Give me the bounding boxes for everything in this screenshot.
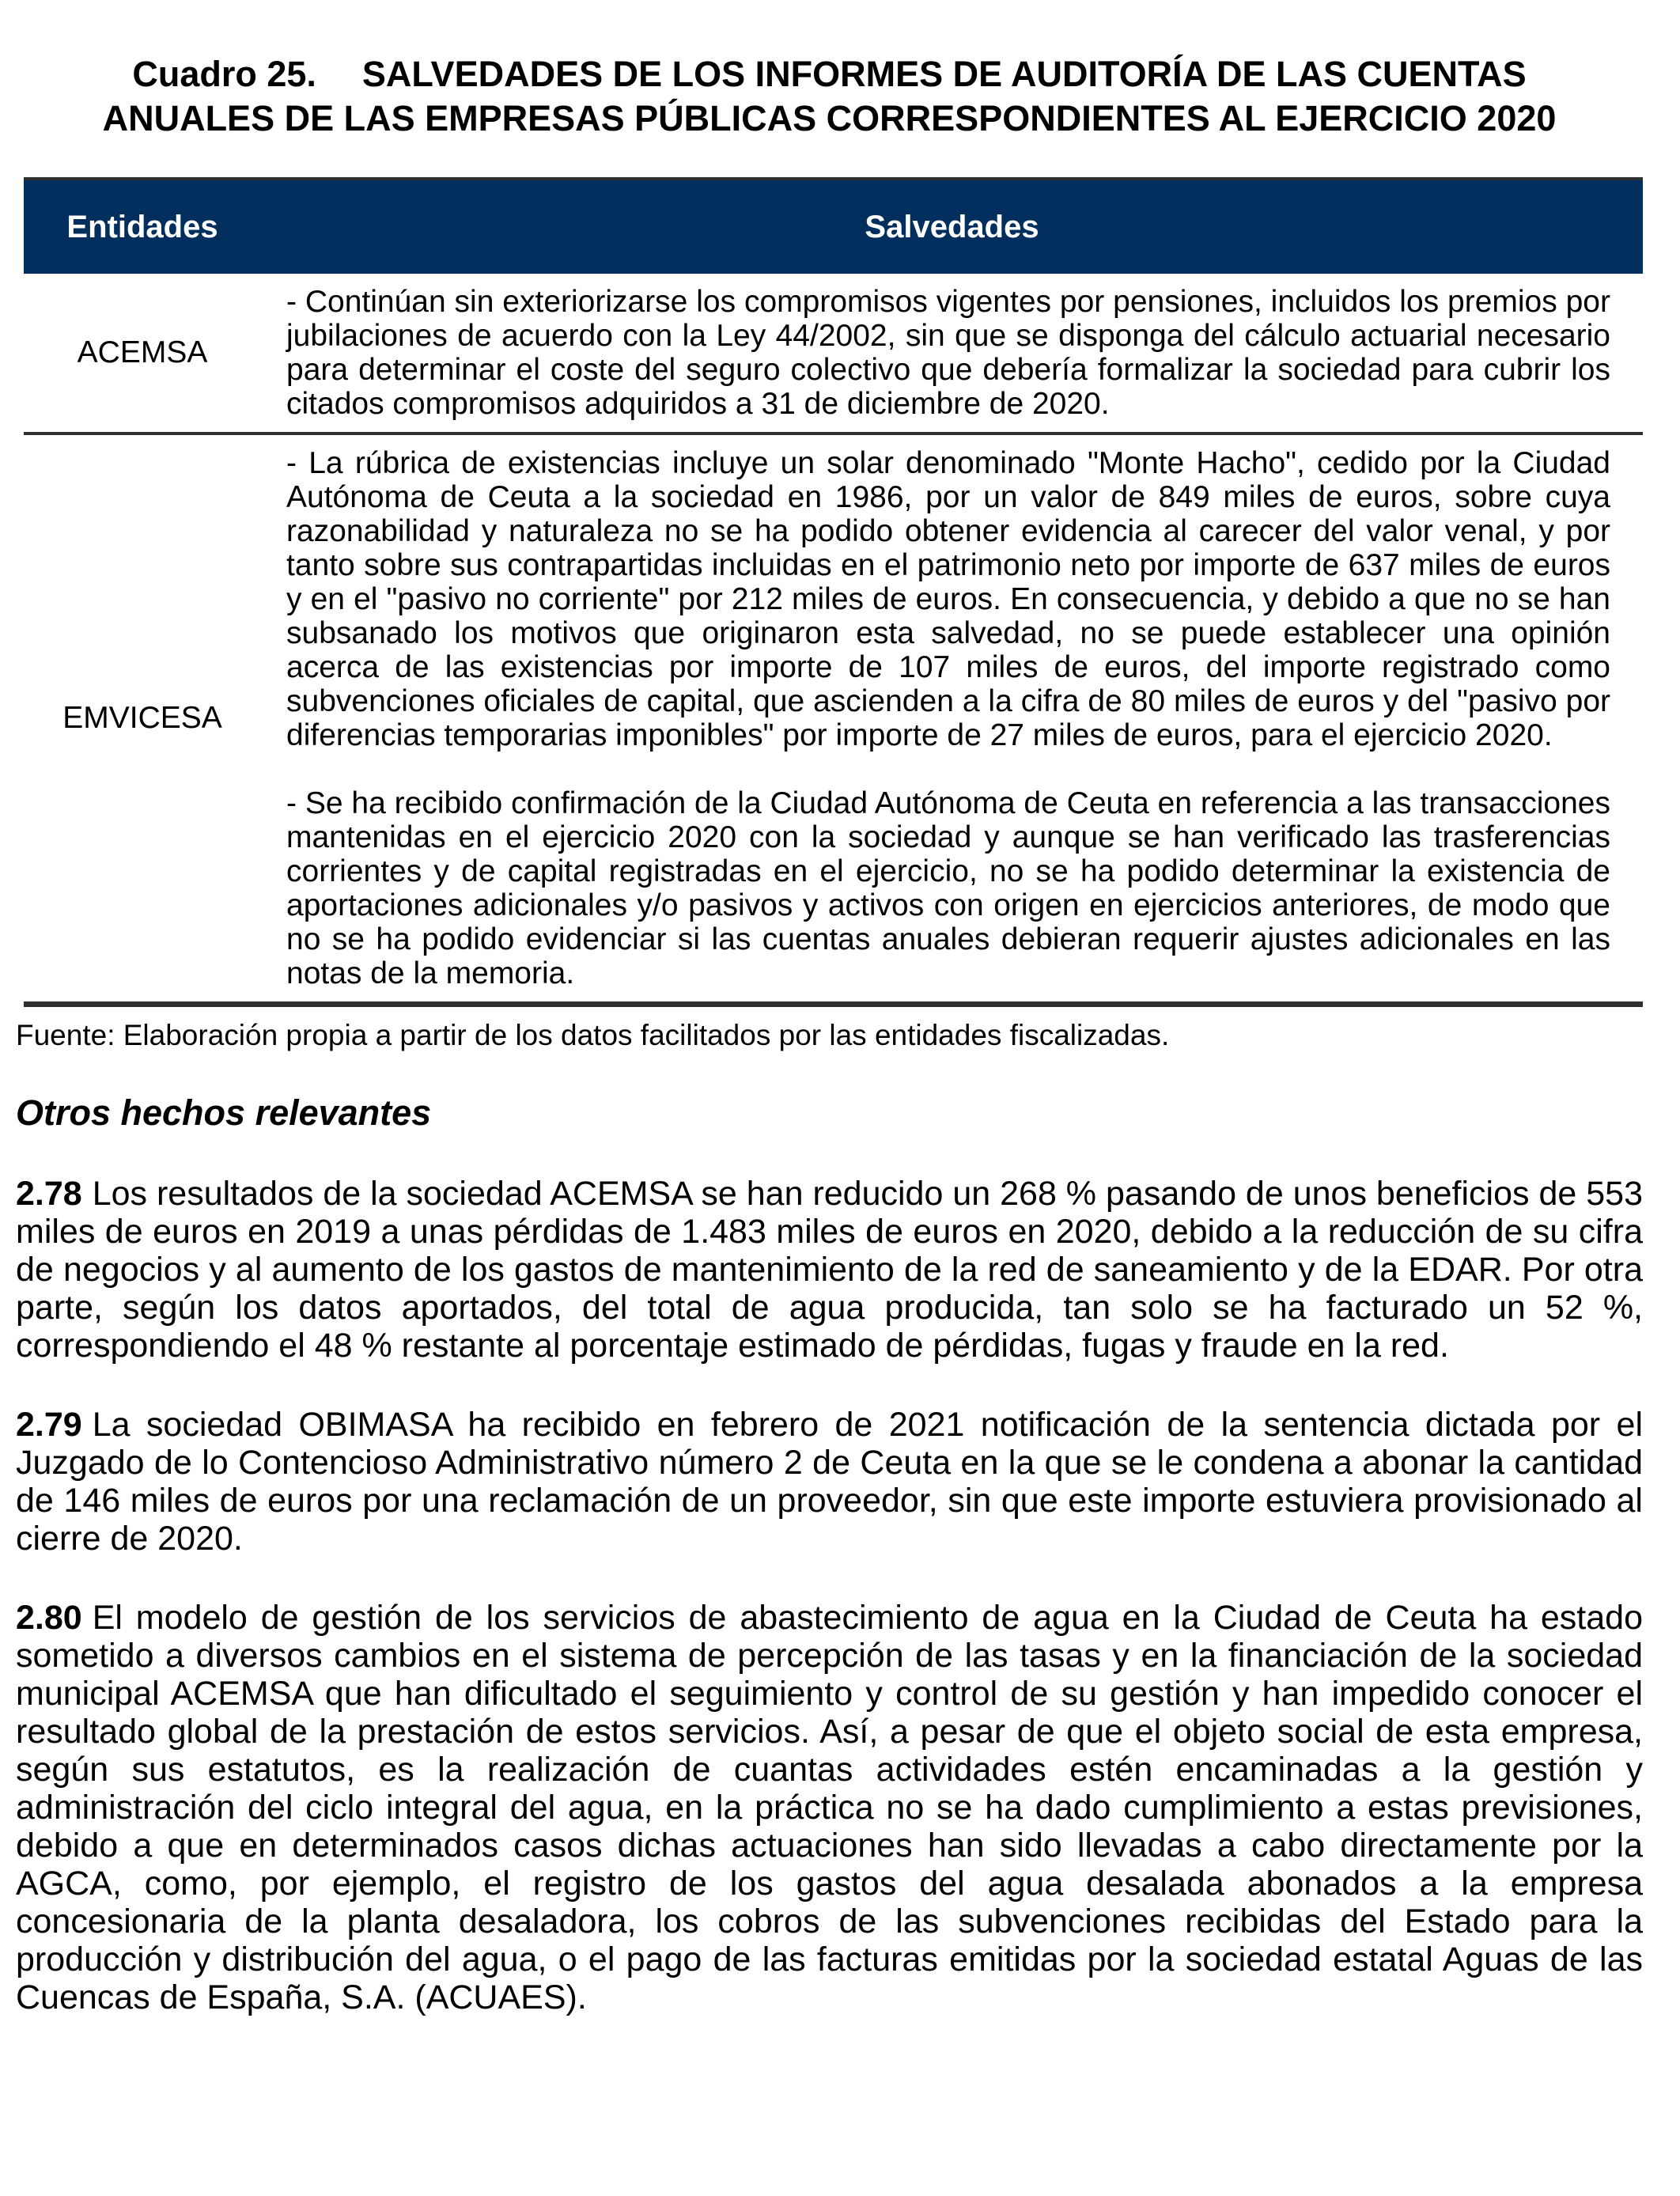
salvedades-table: [24, 177, 1643, 1007]
paragraph-text: La sociedad OBIMASA ha recibido en febrero de 2021 notificación de la sentencia dictada por el Juzgado de lo Contencioso Administrativo número 2 de Ceuta en la que se le condena a abonar la cantidad de 146 miles de euros por una reclamación de un proveedor, sin que este importe estuviera provisionado al cierre de 2020.: [16, 1406, 1643, 1558]
table-row-emvicesa: [24, 434, 1643, 1005]
salvedad-cell: [261, 434, 1643, 1005]
table-caption-label: Cuadro 25.: [132, 54, 316, 94]
table-caption-line1: [16, 52, 1643, 97]
paragraph-2-79: [16, 1406, 1643, 1558]
entity-cell: EMVICESA: [62, 701, 222, 735]
source-note: Fuente: Elaboración propia a partir de los datos facilitados por las entidades fiscalizadas.: [16, 1019, 1170, 1051]
table-row-acemsa: [24, 274, 1643, 434]
paragraph-number: 2.78: [16, 1175, 82, 1213]
table-caption-title: SALVEDADES DE LOS INFORMES DE AUDITORÍA DE LAS CUENTAS: [361, 54, 1527, 94]
paragraph-2-80: [16, 1599, 1643, 2016]
entity-cell: ACEMSA: [77, 335, 208, 369]
column-header-entidades: Entidades: [24, 179, 261, 274]
paragraph-text: El modelo de gestión de los servicios de abastecimiento de agua en la Ciudad de Ceuta ha estado sometido a diversos cambios en el sistema de percepción de las tasas y en la financiación de la sociedad municipal ACEMSA que han dificultado el seguimiento y control de su gestión y han impedido conocer el resultado global de la prestación de estos servicios. Así, a pesar de que el objeto social de esta empresa, según sus estatutos, es la realización de cuantas actividades estén encaminadas a la gestión y administración del ciclo integral del agua, en la práctica no se ha dado cumplimiento a estas previsiones, debido a que en determinados casos dichas actuaciones han sido llevadas a cabo directamente por la AGCA, como, por ejemplo, el registro de los gastos del agua desalada abonados a la empresa concesionaria de la planta desaladora, los cobros de las subvenciones recibidas del Estado para la producción y distribución del agua, o el pago de las facturas emitidas por la sociedad estatal Aguas de las Cuencas de España, S.A. (ACUAES).: [16, 1599, 1643, 2016]
salvedad-item: - La rúbrica de existencias incluye un solar denominado "Monte Hacho", cedido por la Ciudad Autónoma de Ceuta a la sociedad en 1986, por un valor de 849 miles de euros, sobre cuya razonabilidad y naturaleza no se ha podido obtener evidencia al carecer del valor venal, y por tanto sobre sus contrapartidas incluidas en el patrimonio neto por importe de 637 miles de euros y en el "pasivo no corriente" por 212 miles de euros. En consecuencia, y debido a que no se han subsanado los motivos que originaron esta salvedad, no se puede establecer una opinión acerca de las existencias por importe de 107 miles de euros, del importe registrado como subvenciones oficiales de capital, que ascienden a la cifra de 80 miles de euros y del "pasivo por diferencias temporarias imponibles" por importe de 27 miles de euros, para el ejercicio 2020.: [286, 446, 1610, 752]
table-caption-line2: ANUALES DE LAS EMPRESAS PÚBLICAS CORRESPONDIENTES AL EJERCICIO 2020: [102, 98, 1557, 138]
table-header-row: [24, 179, 1643, 274]
salvedad-item: - Continúan sin exteriorizarse los compromisos vigentes por pensiones, incluidos los premios por jubilaciones de acuerdo con la Ley 44/2002, sin que se disponga del cálculo actuarial necesario para determinar el coste del seguro colectivo que debería formalizar la sociedad para cubrir los citados compromisos adquiridos a 31 de diciembre de 2020.: [286, 285, 1610, 421]
salvedad-cell: [261, 274, 1643, 434]
paragraph-number: 2.79: [16, 1406, 82, 1444]
column-header-salvedades: Salvedades: [261, 179, 1643, 274]
paragraph-text: Los resultados de la sociedad ACEMSA se han reducido un 268 % pasando de unos beneficios de 553 miles de euros en 2019 a unas pérdidas de 1.483 miles de euros en 2020, debido a la reducción de su cifra de negocios y al aumento de los gastos de mantenimiento de la red de saneamiento y de la EDAR. Por otra parte, según los datos aportados, del total de agua producida, tan solo se ha facturado un 52 %, correspondiendo el 48 % restante al porcentaje estimado de pérdidas, fugas y fraude en la red.: [16, 1175, 1643, 1365]
table-caption: [16, 52, 1643, 141]
section-heading: Otros hechos relevantes: [16, 1092, 432, 1133]
paragraph-number: 2.80: [16, 1599, 82, 1637]
paragraph-2-78: [16, 1175, 1643, 1365]
salvedad-item: - Se ha recibido confirmación de la Ciudad Autónoma de Ceuta en referencia a las transacciones mantenidas en el ejercicio 2020 con la sociedad y aunque se han verificado las trasferencias corrientes y de capital registradas en el ejercicio, no se ha podido determinar la existencia de aportaciones adicionales y/o pasivos y activos con origen en ejercicios anteriores, de modo que no se ha podido evidenciar si las cuentas anuales debieran requerir ajustes adicionales en las notas de la memoria.: [286, 786, 1610, 990]
